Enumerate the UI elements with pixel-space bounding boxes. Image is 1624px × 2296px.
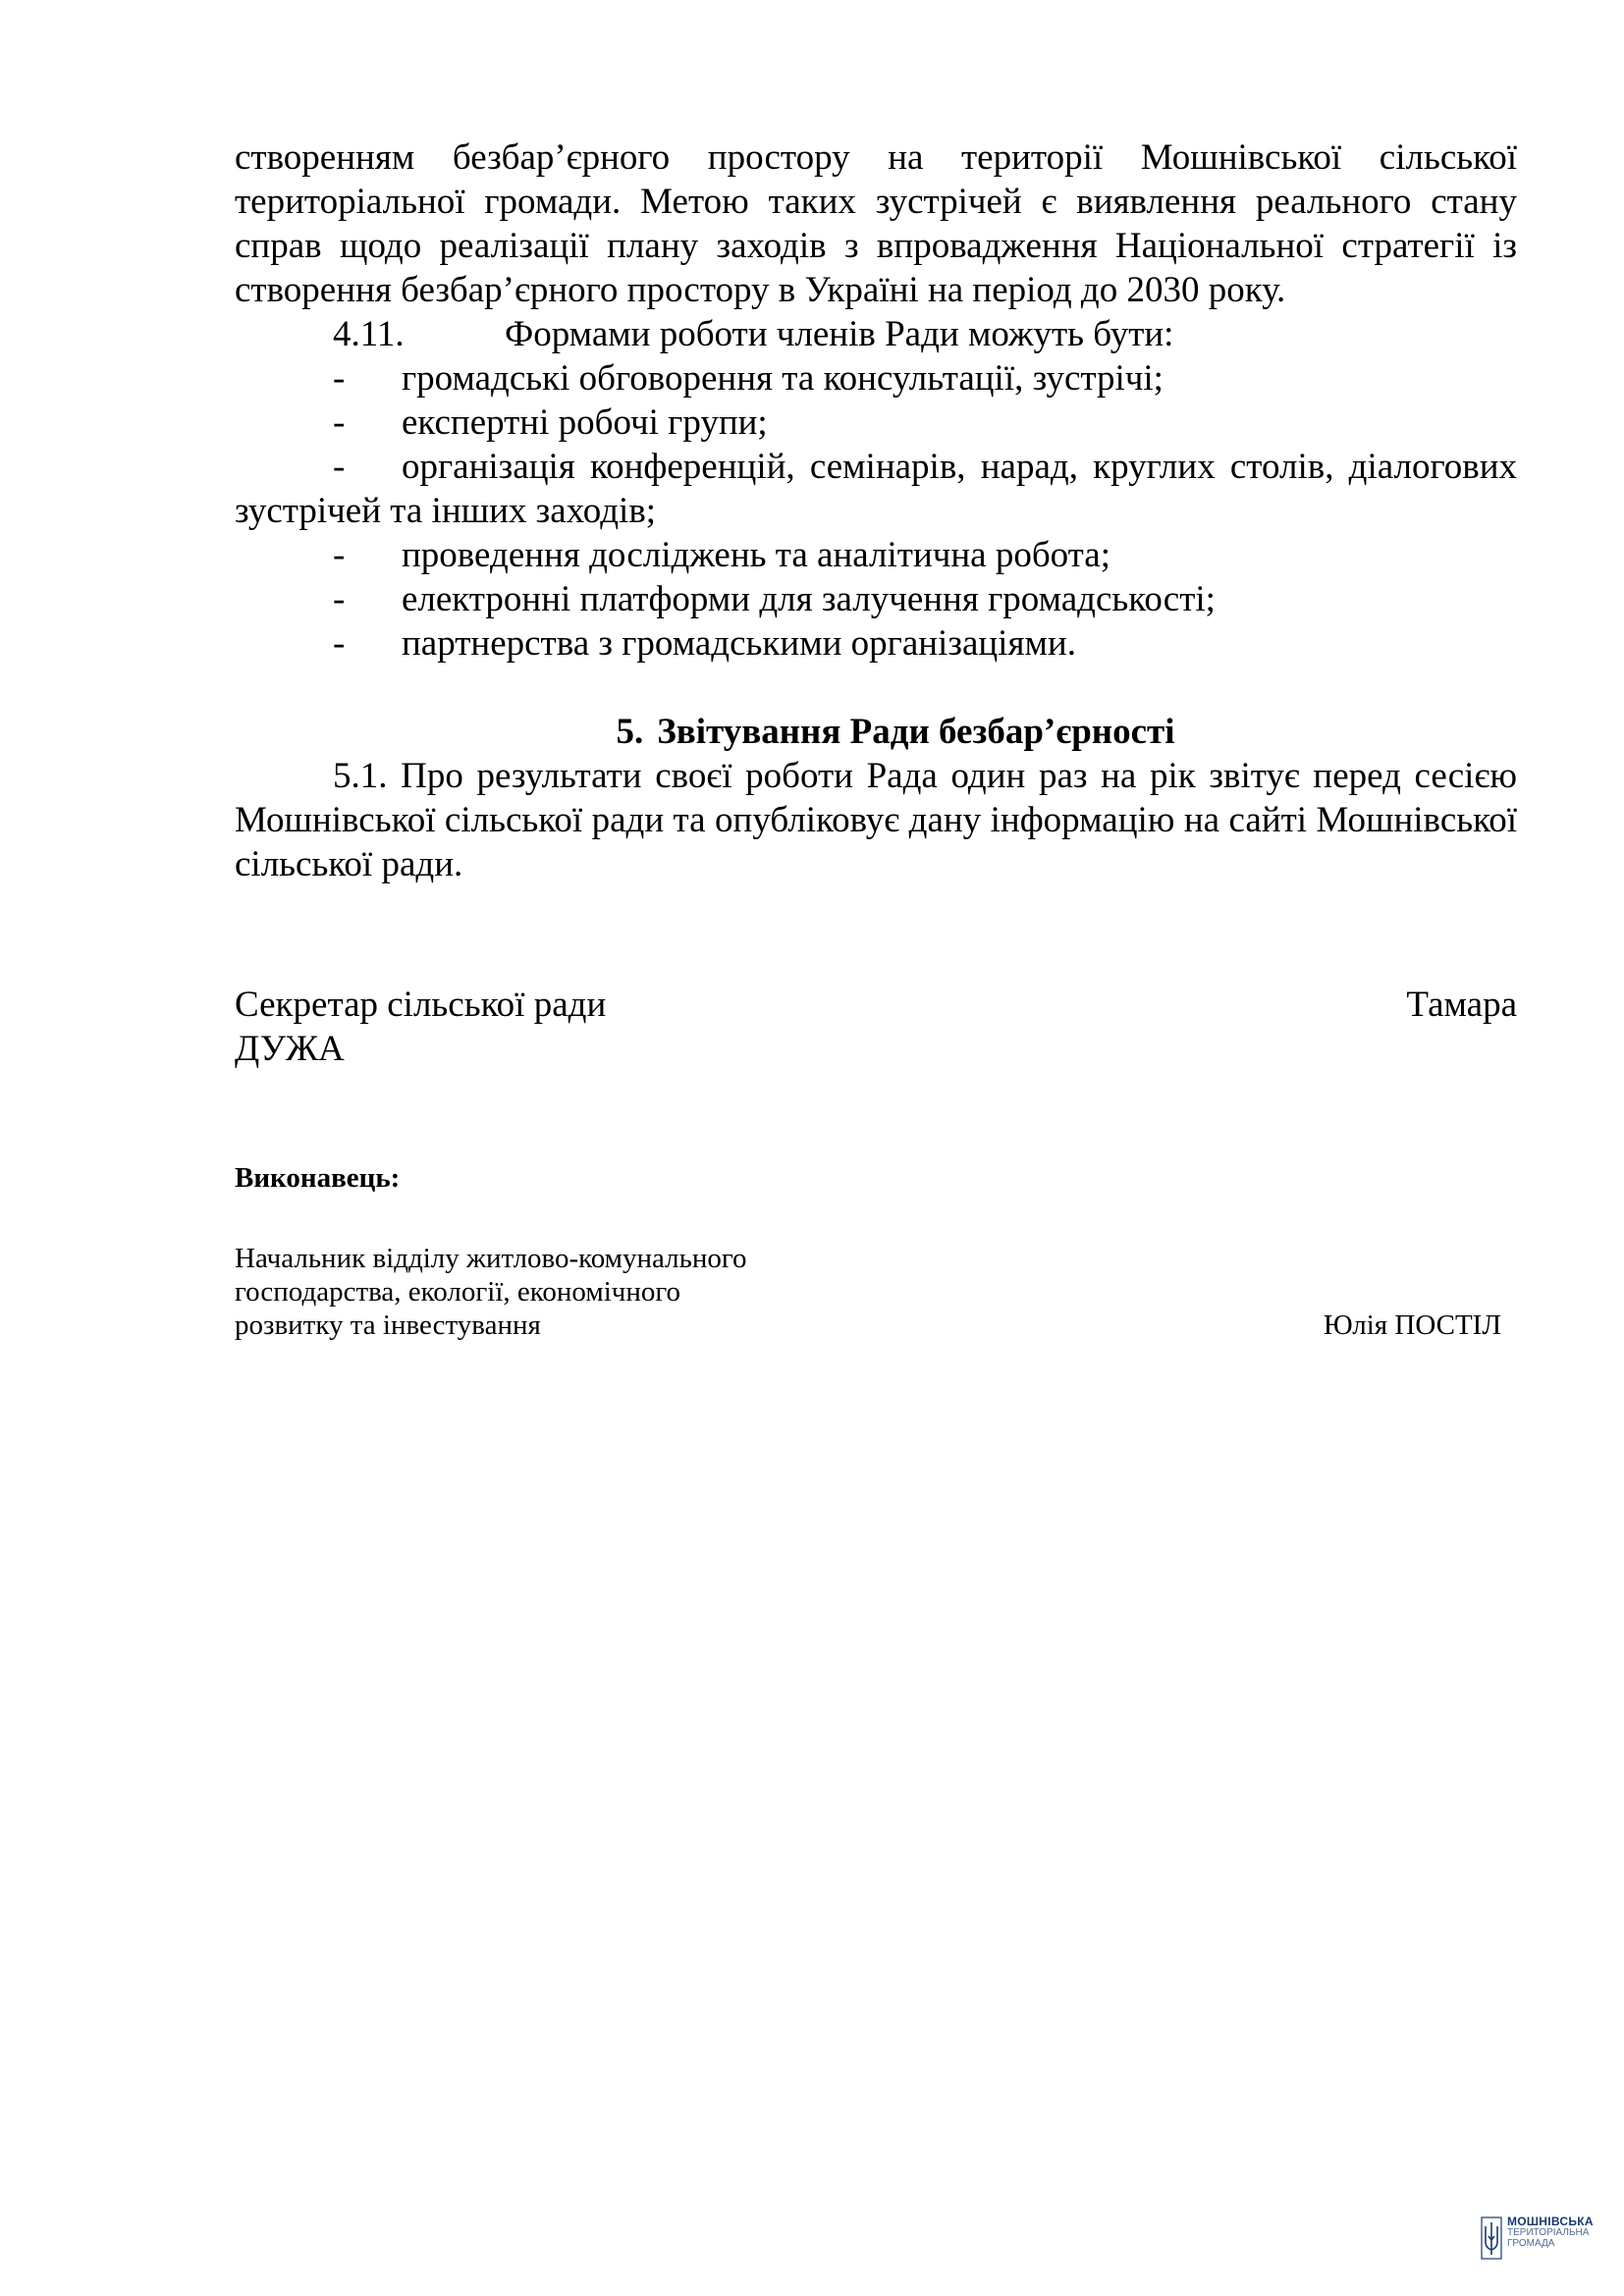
executor-label: Виконавець:	[235, 1162, 401, 1194]
trident-icon	[1481, 2216, 1502, 2260]
section-5-number: 5.	[616, 712, 644, 752]
intro-paragraph: створенням безбар’єрного простору на території Мошнівської сільської територіальної громади. Метою таких зустрічей є виявлення реального стану справ щодо реалізації плану заходів з впровадження Національної стратегії із створення безбар’єрного простору в Україні на період до 2030 року.	[235, 137, 1517, 310]
signature-line	[235, 983, 1517, 1027]
executor-row	[235, 1308, 1501, 1342]
document-body	[235, 135, 1517, 1071]
executor-position-line-2: господарства, екології, економічного	[235, 1276, 681, 1308]
section-5-paragraph: 5.1. Про результати своєї роботи Рада один раз на рік звітує перед сесією Мошнівської сільської ради та опубліковує дану інформацію на сайті Мошнівської сільської ради.	[235, 756, 1517, 884]
list-item-wrapped	[235, 445, 1517, 533]
list-dash: -	[333, 358, 346, 399]
list-item-text: проведення досліджень та аналітична робота;	[402, 535, 1110, 575]
list-item	[235, 356, 1517, 400]
section-5-heading	[235, 710, 1517, 754]
item-4-11-number: 4.11.	[333, 314, 405, 354]
executor-position-line-1: Начальник відділу житлово-комунального	[235, 1243, 747, 1274]
list-dash: -	[333, 447, 346, 487]
list-item	[235, 621, 1517, 666]
logo-line-3: ГРОМАДА	[1507, 2238, 1555, 2249]
signature-first-name: Тамара	[1406, 985, 1517, 1025]
list-dash: -	[333, 623, 346, 664]
logo-line-2: ТЕРИТОРІАЛЬНА	[1507, 2227, 1590, 2238]
list-item	[235, 533, 1517, 577]
list-dash: -	[333, 535, 346, 575]
list-item	[235, 577, 1517, 621]
list-item	[235, 400, 1517, 445]
executor-block	[235, 1242, 1501, 1342]
list-dash: -	[333, 579, 346, 619]
executor-position-line-3: розвитку та інвестування	[235, 1309, 541, 1341]
signature-last-name: ДУЖА	[235, 1029, 345, 1069]
list-item-text: організація конференцій, семінарів, нарад, круглих столів, діалогових зустрічей та інших заходів;	[235, 447, 1517, 531]
item-4-11	[235, 312, 1517, 356]
executor-name: Юлія ПОСТІЛ	[1323, 1309, 1501, 1341]
list-item-text: партнерства з громадськими організаціями.	[402, 623, 1076, 664]
community-logo	[1481, 2216, 1594, 2260]
section-5-title: Звітування Ради безбар’єрності	[657, 712, 1175, 752]
item-4-11-text: Формами роботи членів Ради можуть бути:	[505, 314, 1174, 354]
list-item-text: громадські обговорення та консультації, зустрічі;	[402, 358, 1164, 399]
list-dash: -	[333, 402, 346, 443]
list-item-text: електронні платформи для залучення громадськості;	[402, 579, 1216, 619]
signature-position: Секретар сільської ради	[235, 985, 607, 1025]
logo-text	[1507, 2216, 1594, 2249]
list-item-text: експертні робочі групи;	[402, 402, 768, 443]
logo-line-1: МОШНІВСЬКА	[1507, 2215, 1594, 2228]
